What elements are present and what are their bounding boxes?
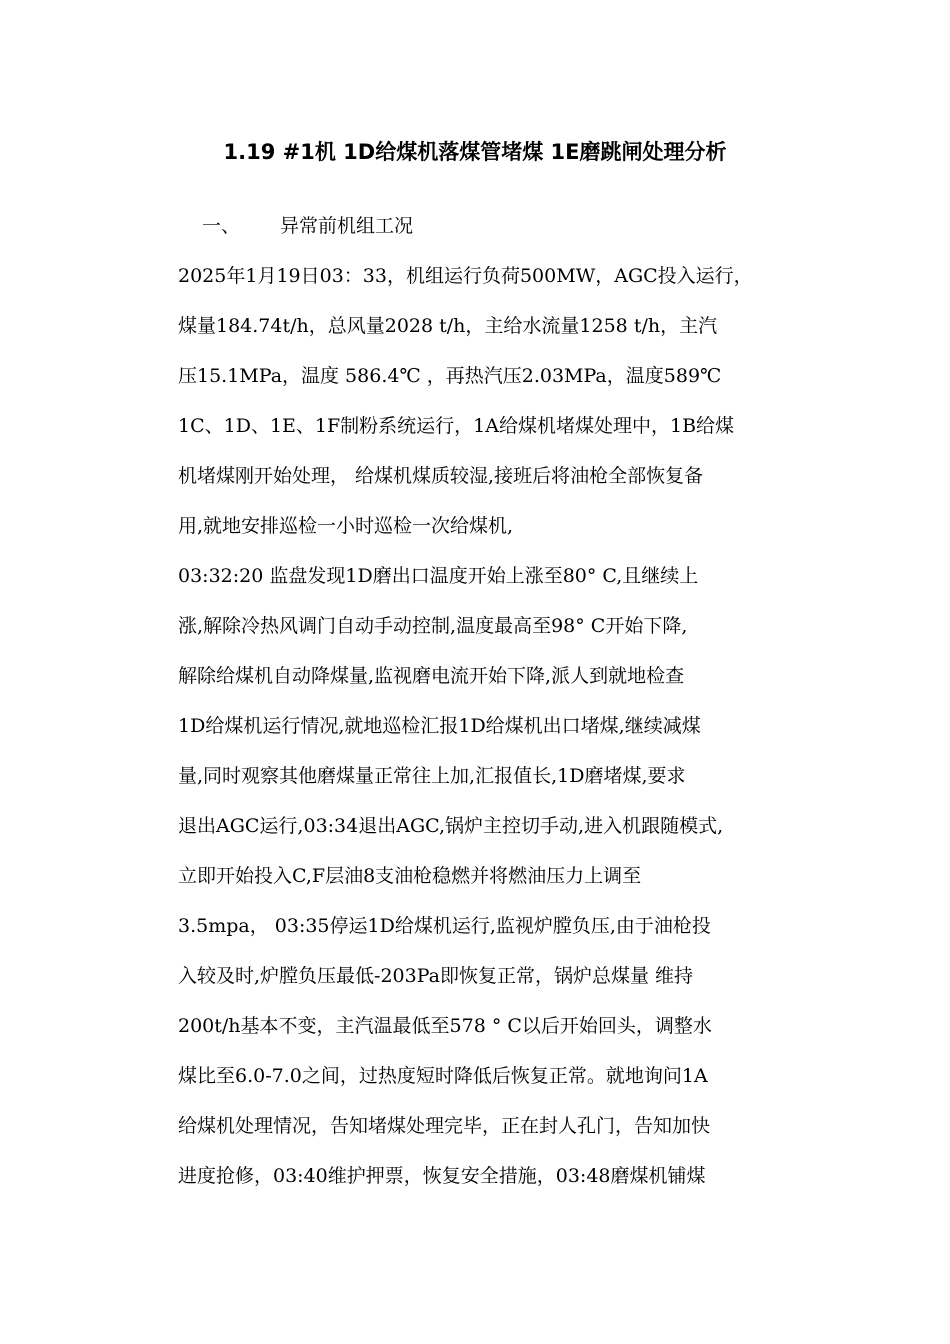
section-number: 一、: [202, 215, 241, 237]
section-heading-text: 异常前机组工况: [280, 215, 414, 237]
paragraph-line: 解除给煤机自动降煤量,监视磨电流开始下降,派人到就地检查: [178, 665, 685, 687]
paragraph-line: 量,同时观察其他磨煤量正常往上加,汇报值长,1D磨堵煤,要求: [178, 765, 686, 787]
paragraph-line: 03:32:20 监盘发现1D磨出口温度开始上涨至80° C,且继续上: [178, 565, 699, 587]
paragraph-line: 煤量184.74t/h，总风量2028 t/h，主给水流量1258 t/h，主汽: [178, 315, 718, 337]
paragraph-line: 立即开始投入C,F层油8支油枪稳燃并将燃油压力上调至: [178, 865, 642, 887]
paragraph-line: 煤比至6.0-7.0之间，过热度短时降低后恢复正常。就地询问1A: [178, 1065, 708, 1087]
document-title: 1.19 #1机 1D给煤机落煤管堵煤 1E磨跳闸处理分析: [223, 140, 727, 164]
section-heading: [202, 212, 413, 240]
paragraph-line: 给煤机处理情况，告知堵煤处理完毕，正在封人孔门，告知加快: [178, 1115, 711, 1137]
paragraph-line: 2025年1月19日03：33，机组运行负荷500MW，AGC投入运行，: [178, 265, 753, 287]
paragraph-line: 3.5mpa， 03:35停运1D给煤机运行,监视炉膛负压,由于油枪投: [178, 915, 711, 937]
paragraph-line: 机堵煤刚开始处理， 给煤机煤质较湿,接班后将油枪全部恢复备: [178, 465, 704, 487]
paragraph-line: 涨,解除冷热风调门自动手动控制,温度最高至98° C开始下降,: [178, 615, 688, 637]
paragraph-line: 200t/h基本不变，主汽温最低至578 ° C以后开始回头，调整水: [178, 1015, 712, 1037]
paragraph-line: 入较及时,炉膛负压最低-203Pa即恢复正常，锅炉总煤量 维持: [178, 965, 694, 987]
paragraph-line: 退出AGC运行,03:34退出AGC,锅炉主控切手动,进入机跟随模式,: [178, 815, 724, 837]
paragraph-line: 1C、1D、1E、1F制粉系统运行，1A给煤机堵煤处理中，1B给煤: [178, 415, 735, 437]
paragraph-line: 1D给煤机运行情况,就地巡检汇报1D给煤机出口堵煤,继续减煤: [178, 715, 701, 737]
paragraph-line: 用,就地安排巡检一小时巡检一次给煤机,: [178, 515, 514, 537]
paragraph-line: 压15.1MPa，温度 586.4℃ ，再热汽压2.03MPa，温度589℃: [178, 365, 722, 387]
paragraph-line: 进度抢修，03:40维护押票，恢复安全措施，03:48磨煤机铺煤: [178, 1165, 706, 1187]
